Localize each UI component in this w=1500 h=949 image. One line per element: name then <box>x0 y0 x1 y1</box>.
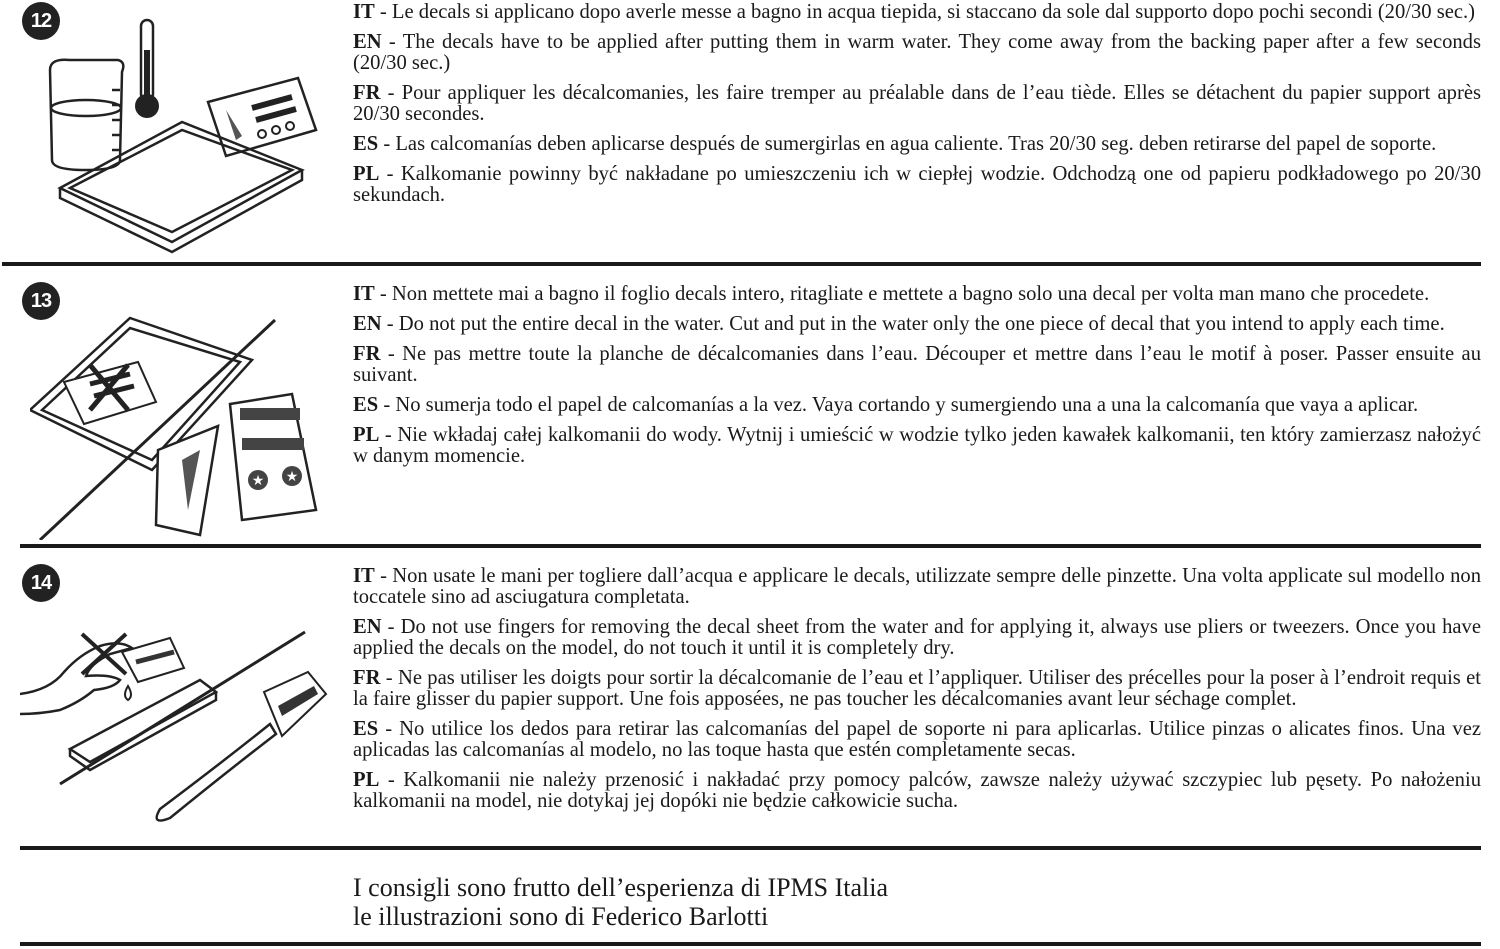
decal-sheet-icon <box>64 362 156 424</box>
divider <box>2 262 1481 266</box>
decal-sheet-icon <box>122 638 184 682</box>
step-number-badge: 13 <box>22 282 60 320</box>
thermometer-icon <box>135 20 159 118</box>
divider <box>20 544 1481 548</box>
step-14 <box>0 552 1500 842</box>
paragraph-fr: FR - Pour appliquer les décalcomanies, les faire tremper au préalable dans de l’eau tiède. Elles se détachent du papier support après 20/30 secondes. <box>353 82 1481 125</box>
svg-text:★: ★ <box>285 470 299 485</box>
step-number-badge: 14 <box>22 564 60 602</box>
paragraph-fr: FR - Ne pas utiliser les doigts pour sortir la décalcomanie de l’eau et l’appliquer. Utiliser des précelles pour la poser à l’endroit requis et la faire glisser du papier support. Une fois apposées, ne pas toucher les décalcomanies avant leur séchage complet. <box>353 667 1481 710</box>
paragraph-en: EN - Do not put the entire decal in the water. Cut and put in the water only the one piece of decal that you intend to apply each time. <box>353 313 1445 335</box>
credits-footer <box>353 873 888 931</box>
paragraph-pl: PL - Kalkomanie powinny być nakładane po umieszczeniu ich w ciepłej wodzie. Odchodzą one od papieru podkładowego po 20/30 sekundach. <box>353 163 1481 206</box>
divider <box>20 846 1481 850</box>
water-drop-icon <box>125 686 131 700</box>
strike-line <box>60 632 305 784</box>
paragraph-es: ES - No utilice los dedos para retirar las calcomanías del papel de soporte ni para aplicarlas. Utilice pinzas o alicates finos. Una vez aplicadas las calcomanías al modelo, no las toque hasta que estén completamente secas. <box>353 718 1481 761</box>
soak-decals-illustration <box>30 10 330 255</box>
step-12-text <box>353 2 1481 215</box>
step-14-text <box>353 566 1481 821</box>
paragraph-en: EN - The decals have to be applied after putting them in warm water. They come away from the backing paper after a few seconds (20/30 sec.) <box>353 31 1481 74</box>
tray-icon <box>70 680 216 770</box>
step-13 <box>0 270 1500 542</box>
step-12 <box>0 0 1500 262</box>
beaker-icon <box>50 60 123 170</box>
decal-sheet-icon <box>230 394 316 520</box>
step-13-text <box>353 284 1481 476</box>
scissors-cut-decal-icon <box>156 426 218 535</box>
step-number-badge: 12 <box>22 2 60 40</box>
paragraph-pl: PL - Nie wkładaj całej kalkomanii do wody. Wytnij i umieścić w wodzie tylko jeden kawałek kalkomanii, ten który zamierzasz nałożyć w danym momencie. <box>353 424 1481 467</box>
use-tweezers-illustration <box>20 624 335 834</box>
paragraph-es: ES - No sumerja todo el papel de calcomanías a la vez. Vaya cortando y sumergiendo una a una la calcomanía que vaya a aplicar. <box>353 394 1419 416</box>
cut-single-decal-illustration <box>30 310 330 540</box>
hand-icon <box>20 643 132 714</box>
svg-text:★: ★ <box>251 474 265 489</box>
divider <box>20 942 1481 946</box>
paragraph-en: EN - Do not use fingers for removing the decal sheet from the water and for applying it, always use pliers or tweezers. Once you have applied the decals on the model, do not touch it until it is completely dry. <box>353 616 1481 659</box>
paragraph-fr: FR - Ne pas mettre toute la planche de décalcomanies dans l’eau. Découper et mettre dans l’eau le motif à poser. Passer ensuite au suivant. <box>353 343 1481 386</box>
paragraph-it: IT - Le decals si applicano dopo averle messe a bagno in acqua tiepida, si staccano da sole dal supporto dopo pochi secondi (20/30 sec.) <box>353 1 1476 23</box>
paragraph-es: ES - Las calcomanías deben aplicarse después de sumergirlas en agua caliente. Tras 20/30 seg. deben retirarse del papel de soporte. <box>353 133 1437 155</box>
cross-mark-icon <box>82 634 126 674</box>
paragraph-it: IT - Non mettete mai a bagno il foglio decals intero, ritagliate e mettete a bagno solo una decal per volta man mano che procedete. <box>353 283 1430 305</box>
paragraph-pl: PL - Kalkomanii nie należy przenosić i nakładać przy pomocy palców, zawsze należy używać szczypiec lub pęsety. Po nałożeniu kalkomanii na model, nie dotykaj jej dopóki nie będzie całkowicie sucha. <box>353 769 1481 812</box>
tweezers-icon <box>157 672 326 821</box>
credits-line-1: I consigli sono frutto dell’esperienza di IPMS Italia <box>353 873 889 902</box>
paragraph-it: IT - Non usate le mani per togliere dall’acqua e applicare le decals, utilizzate sempre delle pinzette. Una volta applicate sul modello non toccatele sino ad asciugatura completata. <box>353 565 1481 608</box>
credits-line-2: le illustrazioni sono di Federico Barlotti <box>353 902 769 931</box>
